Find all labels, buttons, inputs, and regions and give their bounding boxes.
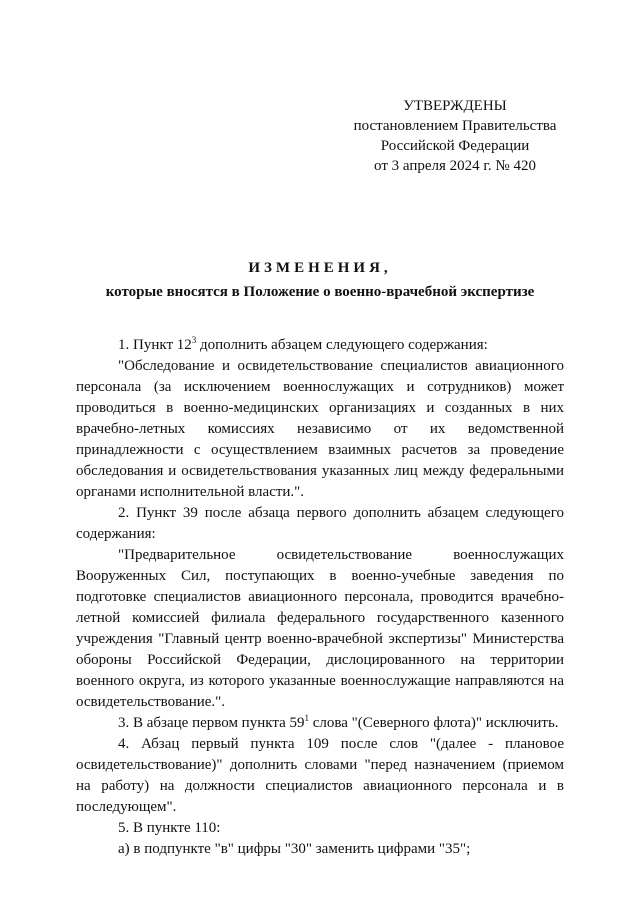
- approval-line-1: постановлением Правительства: [353, 118, 557, 134]
- superscript: 1: [304, 713, 309, 723]
- paragraph-5: 3. В абзаце первом пункта $59^1$ слова "(Северного флота)" исключить.: [118, 713, 559, 731]
- approval-line-2: Российской Федерации: [380, 138, 530, 154]
- document-body: [76, 335, 564, 860]
- approval-heading: УТВЕРЖДЕНЫ: [403, 98, 507, 114]
- paragraph-4: "Предварительное освидетельствование военнослужащих Вооруженных Сил, поступающих в военно-учебные заведения по подготовке специалистов авиационного персонала, проводится врачебно-летной комиссией филиала федерального государственного казенного учреждения "Главный центр военно-врачебной экспертизы" Министерства обороны Российской Федерации, дислоцированного на территории военного округа, из которого указанные военнослужащие направляются на освидетельствование.".: [76, 547, 564, 710]
- approval-block: [300, 96, 610, 176]
- paragraph-7: 5. В пункте 110:: [118, 820, 221, 836]
- document-subtitle: которые вносятся в Положение о военно-врачебной экспертизе: [105, 284, 535, 300]
- paragraph-3: 2. Пункт 39 после абзаца первого дополнить абзацем следующего содержания:: [76, 505, 564, 542]
- paragraph-6: 4. Абзац первый пункта 109 после слов "(далее - плановое освидетельствование)" дополнить словами "перед назначением (приемом на работу) на должности специалистов авиационного персонала и в последующем".: [76, 736, 564, 815]
- paragraph-2: "Обследование и освидетельствование специалистов авиационного персонала (за исключением военнослужащих и сотрудников) может проводиться в военно-медицинских организациях и созданных в них врачебно-летных комиссиях независимо от их ведомственной принадлежности с осуществлением взаимных расчетов за проведение обследования и освидетельствования указанных лиц между федеральными органами исполнительной власти.".: [76, 358, 564, 500]
- paragraph-1: 1. Пункт $12^3$ дополнить абзацем следующего содержания:: [118, 335, 488, 353]
- approval-date: от 3 апреля 2024 г. № 420: [374, 158, 536, 174]
- document-title: ИЗМЕНЕНИЯ,: [248, 260, 392, 276]
- paragraph-8: а) в подпункте "в" цифры "30" заменить цифрами "35";: [118, 841, 471, 857]
- superscript: 3: [191, 335, 197, 345]
